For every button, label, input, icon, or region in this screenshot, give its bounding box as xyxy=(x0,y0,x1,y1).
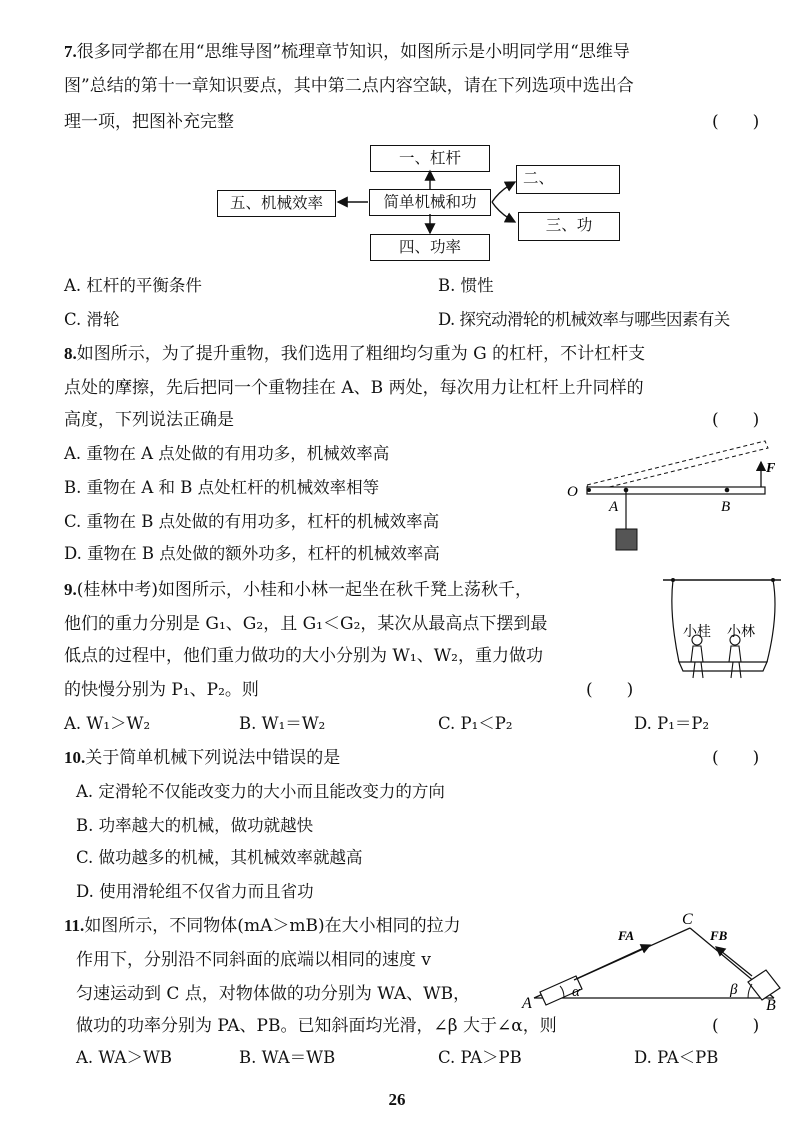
q11-number: 11. xyxy=(64,916,85,935)
q7-option-a: A. 杠杆的平衡条件 xyxy=(64,276,202,295)
q7-line-3: 理一项，把图补充完整 xyxy=(64,112,234,132)
q10-option-b: B. 功率越大的机械，做功就越快 xyxy=(76,816,314,835)
q10-option-c: C. 做功越多的机械，其机械效率就越高 xyxy=(76,848,363,867)
q7-option-b: B. 惯性 xyxy=(438,276,494,295)
q11-option-c: C. PA＞PB xyxy=(438,1048,522,1067)
q10-option-d: D. 使用滑轮组不仅省力而且省功 xyxy=(76,882,314,901)
mindmap-node-lever: 一、杠杆 xyxy=(370,145,490,172)
q8-option-b: B. 重物在 A 和 B 点处杠杆的机械效率相等 xyxy=(64,478,380,497)
q8-line-2: 点处的摩擦，先后把同一个重物挂在 A、B 两处，每次用力让杠杆上升同样的 xyxy=(64,378,644,398)
incline-label-beta: β xyxy=(730,982,738,998)
page-number: 26 xyxy=(388,1090,406,1109)
q8-line-3: 高度，下列说法正确是 xyxy=(64,410,234,430)
q9-line-3: 低点的过程中，他们重力做功的大小分别为 W₁、W₂，重力做功 xyxy=(64,646,543,666)
q9-line-2: 他们的重力分别是 G₁、G₂，且 G₁＜G₂，某次从最高点下摆到最 xyxy=(64,614,548,634)
q11-line-3: 匀速运动到 C 点，对物体做的功分别为 WA、WB， xyxy=(76,984,471,1004)
q8-lever-figure xyxy=(565,436,775,556)
q11-line-2: 作用下，分别沿不同斜面的底端以相同的速度 v xyxy=(76,950,432,970)
q9-number: 9. xyxy=(64,580,77,599)
q7-line-2: 图”总结的第十一章知识要点，其中第二点内容空缺，请在下列选项中选出合 xyxy=(64,76,634,96)
q10-number: 10. xyxy=(64,748,86,767)
mindmap-node-center: 简单机械和功 xyxy=(369,189,491,216)
q7-answer-paren: ( ) xyxy=(712,112,760,132)
q8-number: 8. xyxy=(64,344,77,363)
q10-line-1: 10.关于简单机械下列说法中错误的是 xyxy=(64,748,341,768)
incline-label-fb: FB xyxy=(710,928,728,943)
mindmap-node-power: 四、功率 xyxy=(370,234,490,261)
q9-line-4: 的快慢分别为 P₁、P₂。则 xyxy=(64,680,259,700)
q10-option-a: A. 定滑轮不仅能改变力的大小而且能改变力的方向 xyxy=(76,782,445,801)
q8-option-c: C. 重物在 B 点处做的有用功多，杠杆的机械效率高 xyxy=(64,512,440,531)
incline-label-c: C xyxy=(682,911,693,928)
q7-line-1: 7.很多同学都在用“思维导图”梳理章节知识，如图所示是小明同学用“思维导 xyxy=(64,42,630,62)
q9-option-a: A. W₁＞W₂ xyxy=(64,714,151,733)
q11-line-4: 做功的功率分别为 PA、PB。已知斜面均光滑，∠β 大于∠α，则 xyxy=(76,1016,557,1036)
q7-option-c: C. 滑轮 xyxy=(64,310,120,329)
mindmap-node-blank: 二、 xyxy=(516,165,620,194)
mindmap-node-work: 三、功 xyxy=(518,212,620,241)
incline-label-a: A xyxy=(522,995,532,1012)
swing-label-xiaolin: 小林 xyxy=(727,625,755,640)
q8-option-a: A. 重物在 A 点处做的有用功多，机械效率高 xyxy=(64,444,390,463)
q9-option-b: B. W₁＝W₂ xyxy=(239,714,326,733)
q8-option-d: D. 重物在 B 点处做的额外功多，杠杆的机械效率高 xyxy=(64,544,440,563)
q11-option-b: B. WA＝WB xyxy=(239,1048,336,1067)
q9-option-c: C. P₁＜P₂ xyxy=(438,714,513,733)
q10-answer-paren: ( ) xyxy=(712,748,760,768)
q7-option-d: D. 探究动滑轮的机械效率与哪些因素有关 xyxy=(438,310,730,329)
incline-label-b: B xyxy=(766,997,776,1014)
q9-answer-paren: ( ) xyxy=(586,680,634,700)
lever-label-o: O xyxy=(567,484,578,500)
q11-option-a: A. WA＞WB xyxy=(76,1048,173,1067)
lever-label-b: B xyxy=(721,499,731,515)
lever-label-a: A xyxy=(609,499,619,515)
q11-option-d: D. PA＜PB xyxy=(634,1048,719,1067)
q9-swing-figure xyxy=(655,574,787,694)
incline-label-fa: FA xyxy=(618,928,635,943)
lever-label-f: F xyxy=(766,461,775,476)
q8-answer-paren: ( ) xyxy=(712,410,760,430)
incline-label-alpha: α xyxy=(572,984,580,1000)
mindmap-node-efficiency: 五、机械效率 xyxy=(217,190,336,217)
q11-incline-figure xyxy=(520,910,784,1018)
q8-line-1: 8.如图所示，为了提升重物，我们选用了粗细均匀重为 G 的杠杆，不计杠杆支 xyxy=(64,344,646,364)
q11-line-1: 11.如图所示，不同物体(mA＞mB)在大小相同的拉力 xyxy=(64,916,461,936)
q11-answer-paren: ( ) xyxy=(712,1016,760,1036)
q7-number: 7. xyxy=(64,42,77,61)
q9-option-d: D. P₁＝P₂ xyxy=(634,714,710,733)
q9-line-1: 9.(桂林中考)如图所示，小桂和小林一起坐在秋千凳上荡秋千， xyxy=(64,580,533,600)
swing-label-xiaogui: 小桂 xyxy=(683,625,711,640)
